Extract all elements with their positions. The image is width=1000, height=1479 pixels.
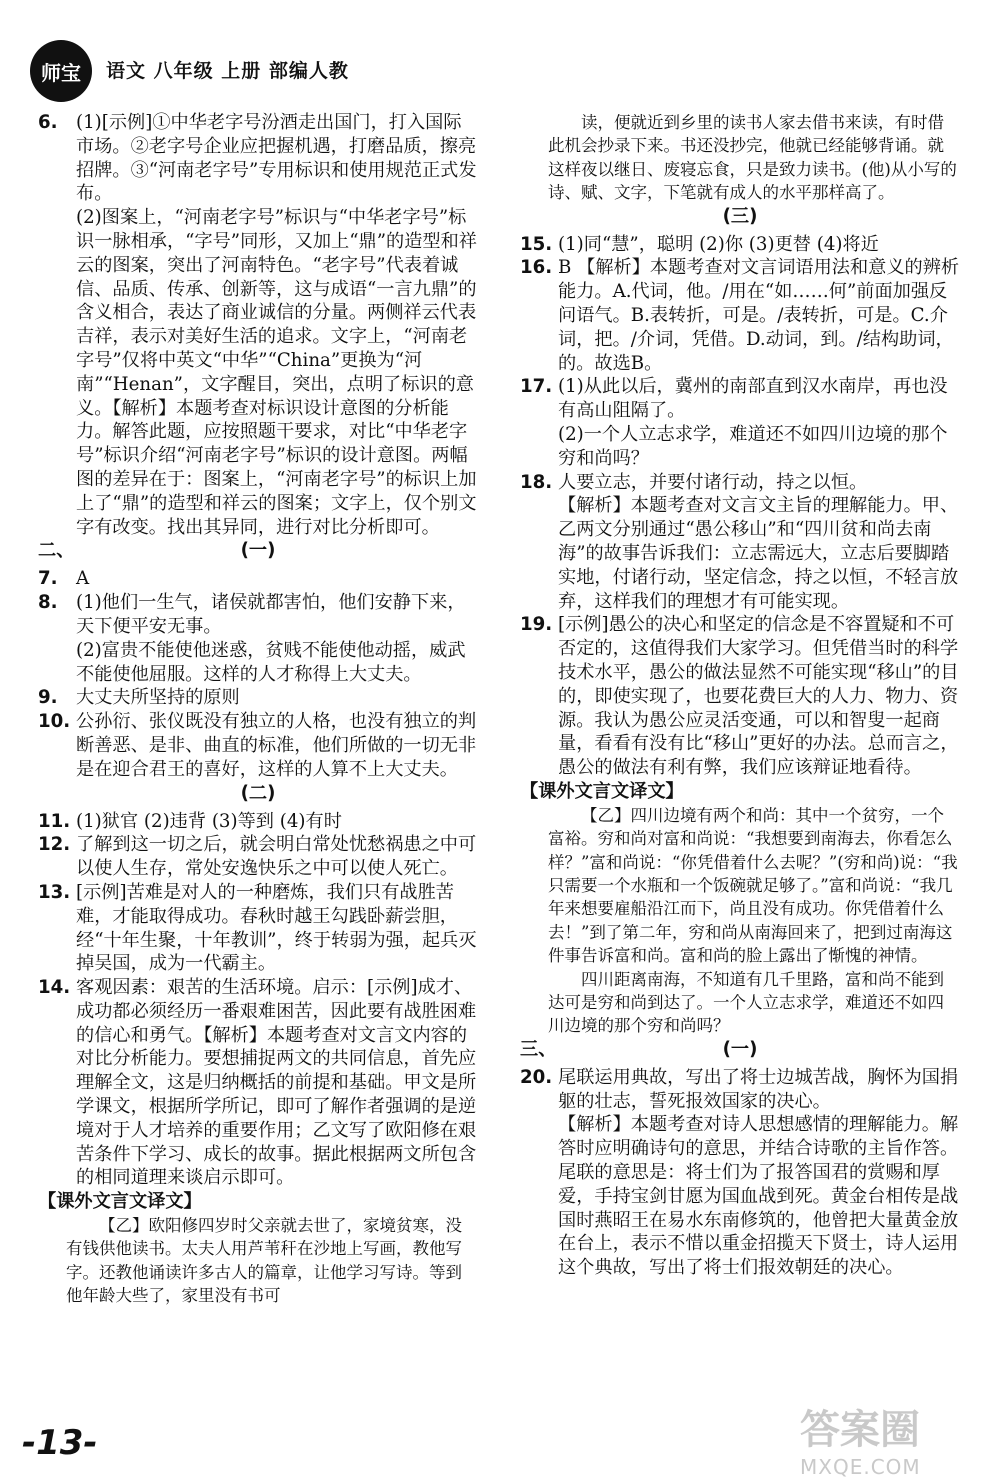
question-number: 14. — [38, 977, 71, 999]
section-number: 三、 — [520, 1038, 557, 1060]
publisher-logo — [30, 40, 92, 102]
section-heading — [520, 1038, 960, 1066]
answer-text: [示例]苦难是对人的一种磨炼，我们只有战胜苦难，才能取得成功。春秋时越王勾践卧薪尝胆，经“十年生聚，十年教训”，终于转弱为强，起兵灭掉吴国，成为一代霸主。 — [76, 881, 477, 975]
section-number: 二、 — [38, 540, 75, 562]
question-number: 8. — [38, 592, 58, 614]
question-number: 10. — [38, 711, 71, 733]
watermark-url: MXQE.COM — [800, 1455, 921, 1479]
subsection-label: (一) — [722, 1038, 758, 1060]
answer-text: 尾联运用典故，写出了将士边城苦战，胸怀为国捐躯的壮志，誓死报效国家的决心。 — [558, 1066, 959, 1112]
page-header — [30, 40, 970, 110]
subsection-label: (二) — [240, 782, 276, 804]
answer-text: 大丈夫所坚持的原则 — [76, 687, 240, 709]
question-8 — [38, 591, 478, 686]
question-number: 18. — [520, 471, 553, 493]
question-number: 13. — [38, 881, 71, 903]
answer-text: A — [76, 568, 90, 590]
page-number: -13- — [22, 1423, 98, 1463]
question-number: 20. — [520, 1066, 553, 1088]
analysis-text: 【解析】本题考查对诗人思想感情的理解能力。解答时应明确诗句的意思，并结合诗歌的主旨作答。尾联的意思是：将士们为了报答国君的赏赐和厚爱，手持宝剑甘愿为国血战到死。黄金台相传是战国时燕昭王在易水东南修筑的，他曾把大量黄金放在台上，表示不惜以重金招揽天下贤士，诗人运用这个典故，写出了将士们报效朝廷的决心。 — [558, 1114, 959, 1279]
question-number: 16. — [520, 257, 553, 279]
question-18 — [520, 471, 960, 614]
translation-text: 读，便就近到乡里的读书人家去借书来读，有时借此机会抄录下来。书还没抄完，他就已经能够背诵。就这样夜以继日、废寝忘食，只是致力读书。(他)从小写的诗、赋、文字，下笔就有成人的水平那样高了。 — [548, 113, 957, 203]
question-number: 9. — [38, 687, 58, 709]
answer-text: (2)富贵不能使他迷惑，贫贱不能使他动摇，威武不能使他屈服。这样的人才称得上大丈夫。 — [76, 639, 466, 685]
translation-heading: 【课外文言文译文】 — [38, 1191, 202, 1213]
question-9 — [38, 686, 478, 710]
book-title: 语文 八年级 上册 部编人教 — [106, 60, 349, 82]
section-heading — [520, 205, 960, 233]
question-number: 19. — [520, 614, 553, 636]
translation-text: 【乙】四川边境有两个和尚：其中一个贫穷，一个富裕。穷和尚对富和尚说：“我想要到南海去，你看怎么样？”富和尚说：“你凭借着什么去呢？”(穷和尚)说：“我只需要一个水瓶和一个饭碗就足够了。”富和尚说：“我几年来想要雇船沿江而下，尚且没有成功。你凭借着什么去！”到了第二年，穷和尚从南海回来了，把到过南海这件事告诉富和尚。富和尚的脸上露出了惭愧的神情。 — [548, 805, 958, 966]
answer-text: 人要立志，并要付诸行动，持之以恒。 — [558, 471, 868, 493]
question-17 — [520, 375, 960, 470]
answer-text: (2)一个人立志求学，难道还不如四川边境的那个穷和尚吗？ — [558, 424, 948, 469]
question-7 — [38, 567, 478, 591]
watermark — [800, 1398, 921, 1479]
section-heading — [38, 539, 478, 567]
watermark-main: 答案圈 — [800, 1407, 920, 1453]
question-10 — [38, 710, 478, 781]
right-column — [520, 111, 960, 1280]
question-number: 17. — [520, 376, 553, 398]
question-number: 12. — [38, 834, 71, 856]
analysis-text: 【解析】本题考查对文言文主旨的理解能力。甲、乙两文分别通过“愚公移山”和“四川贫和尚去南海”的故事告诉我们：立志需远大，立志后要脚踏实地，付诸行动，坚定信念，持之以恒，不轻言放弃，这样我们的理想才有可能实现。 — [558, 495, 959, 612]
answer-text: 公孙衍、张仪既没有独立的人格，也没有独立的判断善恶、是非、曲直的标准，他们所做的一切无非是在迎合君王的喜好，这样的人算不上大丈夫。 — [76, 711, 477, 780]
question-20 — [520, 1066, 960, 1280]
answer-text: 了解到这一切之后，就会明白常处忧愁祸患之中可以使人生存，常处安逸快乐之中可以使人死亡。 — [76, 834, 477, 880]
question-14 — [38, 976, 478, 1190]
question-16 — [520, 256, 960, 375]
question-number: 7. — [38, 568, 58, 590]
question-12 — [38, 833, 478, 881]
answer-text: B 【解析】本题考查对文言词语用法和意义的辨析能力。A.代词，他。/用在“如……何”前面加强反问语气。B.表转折，可是。/表转折，可是。C.介词，把。/介词，凭借。D.动词，到。/结构助词，的。故选B。 — [558, 257, 960, 374]
answer-text: (1)狱官 (2)违背 (3)等到 (4)有时 — [76, 810, 342, 832]
question-19 — [520, 613, 960, 780]
answer-text: (1)从此以后，冀州的南部直到汉水南岸，再也没有高山阻隔了。 — [558, 376, 948, 422]
translation-text: 【乙】欧阳修四岁时父亲就去世了，家境贫寒，没有钱供他读书。太夫人用芦苇秆在沙地上写画，教他写字。还教他诵读许多古人的篇章，让他学习写诗。等到他年龄大些了，家里没有书可 — [66, 1216, 462, 1306]
answer-text: (1)他们一生气，诸侯就都害怕，他们安静下来，天下便平安无事。 — [76, 592, 466, 637]
translation-text: 四川距离南海，不知道有几千里路，富和尚不能到达可是穷和尚到达了。一个人立志求学，难道还不如四川边境的那个穷和尚吗？ — [548, 969, 944, 1036]
answer-text: 客观因素：艰苦的生活环境。启示：[示例]成才、成功都必须经历一番艰难困苦，因此要有战胜困难的信心和勇气。【解析】本题考查对文言文内容的对比分析能力。要想捕捉两文的共同信息，首先应理解全文，这是归纳概括的前提和基础。甲文是所学课文，根据所学所记，即可了解作者强调的是逆境对于人才培养的重要作用；乙文写了欧阳修在艰苦条件下学习、成长的故事。据此根据两文所包含的相同道理来谈启示即可。 — [76, 977, 477, 1189]
question-number: 6. — [38, 112, 58, 133]
subsection-label: (一) — [240, 540, 276, 562]
answer-text: (1)同“慧”，聪明 (2)你 (3)更替 (4)将近 — [558, 233, 879, 255]
question-number: 11. — [38, 810, 71, 832]
section-heading — [38, 782, 478, 810]
question-13 — [38, 881, 478, 976]
answer-text: [示例]愚公的决心和坚定的信念是不容置疑和不可否定的，这值得我们大家学习。但凭借当时的科学技术水平，愚公的做法显然不可能实现“移山”的目的，即使实现了，也要花费巨大的人力、物力、资源。我认为愚公应灵活变通，可以和智叟一起商量，看看有没有比“移山”更好的办法。总而言之，愚公的做法有利有弊，我们应该辩证地看待。 — [558, 614, 959, 779]
translation-heading: 【课外文言文译文】 — [520, 780, 684, 802]
question-number: 15. — [520, 233, 553, 255]
question-15 — [520, 233, 960, 257]
answer-text: (2)图案上，“河南老字号”标识与“中华老字号”标识一脉相承，“字号”同形，又加上“鼎”的造型和祥云的图案，突出了河南特色。“老字号”代表着诚信、品质、传承、创新等，这与成语“一言九鼎”的含义相合，表达了商业诚信的分量。两侧祥云代表吉祥，表示对美好生活的追求。文字上，“河南老字号”仅将中英文“中华”“China”更换为“河南”“Henan”，文字醒目，突出，点明了标识的意义。【解析】本题考查对标识设计意图的分析能力。解答此题，应按照题干要求，对比“中华老字号”标识介绍“河南老字号”标识的设计意图。两幅图的差异在于：图案上，“河南老字号”的标识上加上了“鼎”的造型和祥云的图案；文字上，仅个别文字有改变。找出其异同，进行对比分析即可。 — [76, 207, 477, 538]
logo-text: 师宝 — [41, 60, 81, 85]
answer-text: (1)[示例]①中华老字号汾酒走出国门，打入国际市场。②老字号企业应把握机遇，打磨品质，擦亮招牌。③“河南老字号”专用标识和使用规范正式发布。 — [76, 112, 477, 205]
question-11 — [38, 810, 478, 834]
left-column — [38, 111, 478, 1308]
question-6 — [38, 111, 478, 539]
subsection-label: (三) — [722, 205, 758, 227]
